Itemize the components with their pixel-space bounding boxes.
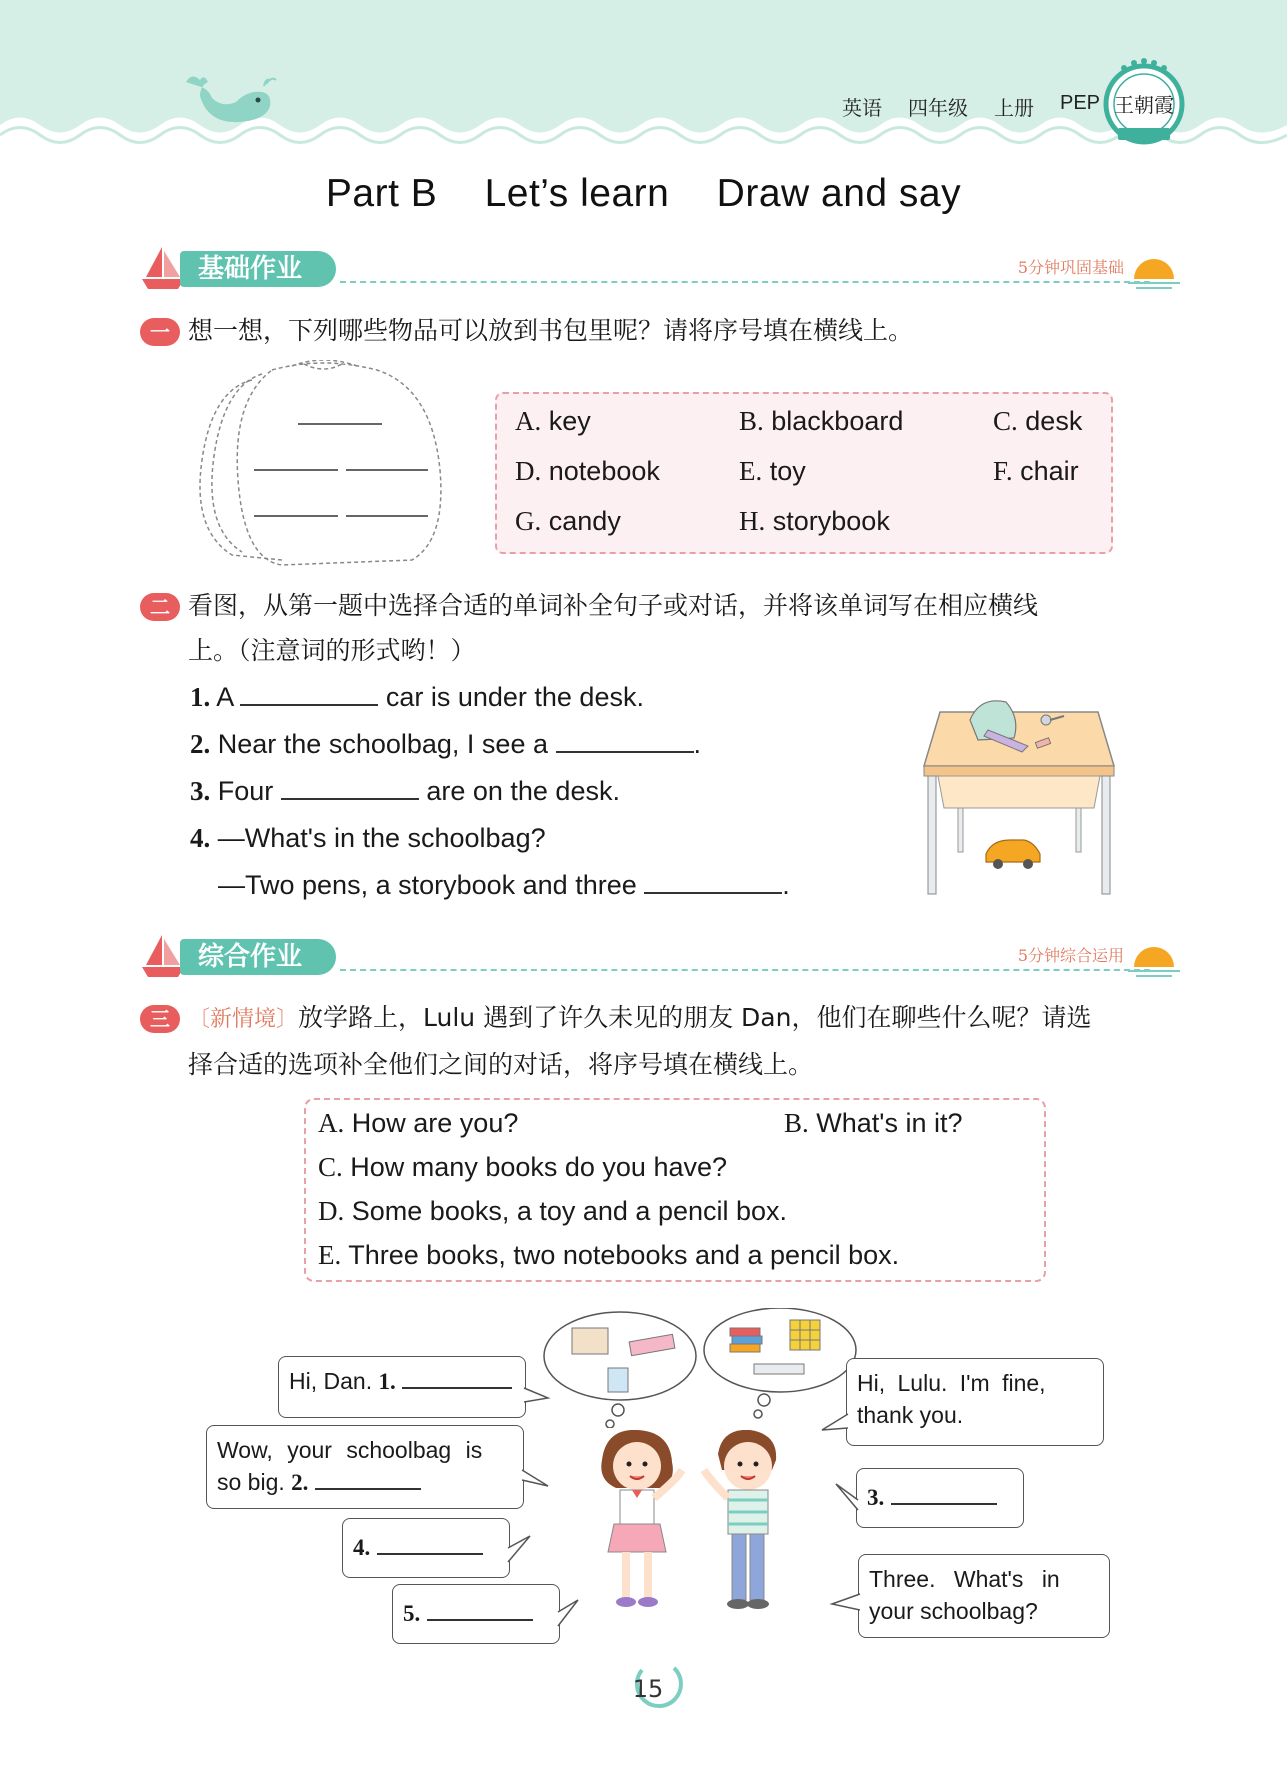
- section-banner-basic: [140, 245, 1180, 295]
- sun-icon: [1128, 939, 1180, 979]
- option-b: B. What's in it?: [784, 1108, 963, 1138]
- whale-icon: [178, 72, 278, 134]
- question-2: [140, 583, 1180, 629]
- subject-label: 英语: [842, 96, 882, 120]
- option-b: B. blackboard: [739, 406, 904, 436]
- speech-bubble-5: 4.: [342, 1518, 510, 1578]
- girl-figure: [601, 1430, 682, 1607]
- volume-label: 上册: [994, 96, 1034, 120]
- question-2-line2: 上。（注意词的形式哟！）: [188, 636, 476, 665]
- question-text-line1: 放学路上，Lulu 遇到了许久未见的朋友 Dan，他们在聊些什么呢？请选: [298, 1003, 1092, 1032]
- q2-item-2: 2. Near the schoolbag, I see a .: [190, 729, 702, 759]
- answer-blank[interactable]: [402, 1365, 512, 1389]
- desk-illustration: [918, 690, 1118, 900]
- q1-options-box: [495, 392, 1113, 554]
- section-label: 综合作业: [180, 939, 336, 975]
- option-a: A. key: [515, 406, 591, 436]
- title-lesson: Let’s learn: [484, 172, 670, 215]
- page-title: [0, 172, 1287, 216]
- answer-blank[interactable]: [556, 729, 694, 753]
- section-banner-comprehensive: [140, 933, 1180, 983]
- speech-bubble-6: Three. What's in your schoolbag?: [858, 1554, 1110, 1638]
- option-c: C. desk: [993, 406, 1083, 436]
- boy-figure: [704, 1430, 776, 1609]
- q2-item-4-reply: —Two pens, a storybook and three .: [218, 870, 790, 900]
- thought-bubbles: [540, 1308, 860, 1428]
- question-3-line2: 择合适的选项补全他们之间的对话，将序号填在横线上。: [188, 1050, 814, 1079]
- answer-blank[interactable]: [377, 1531, 483, 1555]
- section-divider: [340, 281, 1150, 283]
- option-g: G. candy: [515, 506, 621, 536]
- answer-blank[interactable]: [427, 1597, 533, 1621]
- section-label: 基础作业: [180, 251, 336, 287]
- question-number: 二: [140, 593, 180, 621]
- option-f: F. chair: [993, 456, 1079, 486]
- q2-item-3: 3. Four are on the desk.: [190, 776, 620, 806]
- edition-label: PEP: [1060, 92, 1101, 114]
- option-d: D. Some books, a toy and a pencil box.: [318, 1196, 788, 1226]
- question-number: 一: [140, 318, 180, 346]
- lulu-and-dan-illustration: [592, 1430, 812, 1620]
- q2-item-4: 4. —What's in the schoolbag?: [190, 823, 546, 853]
- question-1: [140, 308, 1160, 354]
- book-meta: [842, 92, 1100, 122]
- option-a: A. How are you?: [318, 1108, 519, 1138]
- speech-bubble-3: Hi, Lulu. I'm fine, thank you.: [846, 1358, 1104, 1446]
- speech-bubble-1: Hi, Dan. 1.: [278, 1356, 526, 1418]
- question-number: 三: [140, 1005, 180, 1033]
- question-text-line1: 看图，从第一题中选择合适的单词补全句子或对话，并将该单词写在相应横线: [188, 591, 1039, 620]
- section-divider: [340, 969, 1150, 971]
- schoolbag-drawing: [192, 360, 452, 570]
- answer-blank[interactable]: [240, 682, 378, 706]
- answer-blank[interactable]: [281, 776, 419, 800]
- section-note: 5分钟巩固基础: [1017, 258, 1124, 277]
- speech-bubble-2: Wow, your schoolbag is so big. 2.: [206, 1425, 524, 1509]
- option-d: D. notebook: [515, 456, 660, 486]
- section-note: 5分钟综合运用: [1017, 946, 1124, 965]
- option-h: H. storybook: [739, 506, 890, 536]
- answer-blank[interactable]: [891, 1481, 997, 1505]
- title-activity: Draw and say: [716, 172, 962, 215]
- option-e: E. Three books, two notebooks and a pencil box.: [318, 1240, 900, 1270]
- answer-blank[interactable]: [644, 870, 782, 894]
- q2-item-1: 1. A car is under the desk.: [190, 682, 644, 712]
- q3-options-box: [304, 1098, 1046, 1282]
- grade-label: 四年级: [908, 96, 968, 120]
- answer-blank[interactable]: [315, 1466, 421, 1490]
- speech-bubble-7: 5.: [392, 1584, 560, 1644]
- brand-seal-logo: [1102, 58, 1186, 150]
- option-e: E. toy: [739, 456, 806, 486]
- brand-name: 王朝霞: [1114, 93, 1174, 117]
- new-context-tag: 〔新情境〕: [188, 1007, 299, 1032]
- speech-bubble-4: 3.: [856, 1468, 1024, 1528]
- title-part: Part B: [325, 172, 438, 215]
- option-c: C. How many books do you have?: [318, 1152, 728, 1182]
- question-3: [140, 995, 1180, 1043]
- question-text: 想一想，下列哪些物品可以放到书包里呢？请将序号填在横线上。: [188, 316, 914, 345]
- page-number: 15: [632, 1675, 664, 1703]
- sun-icon: [1128, 251, 1180, 291]
